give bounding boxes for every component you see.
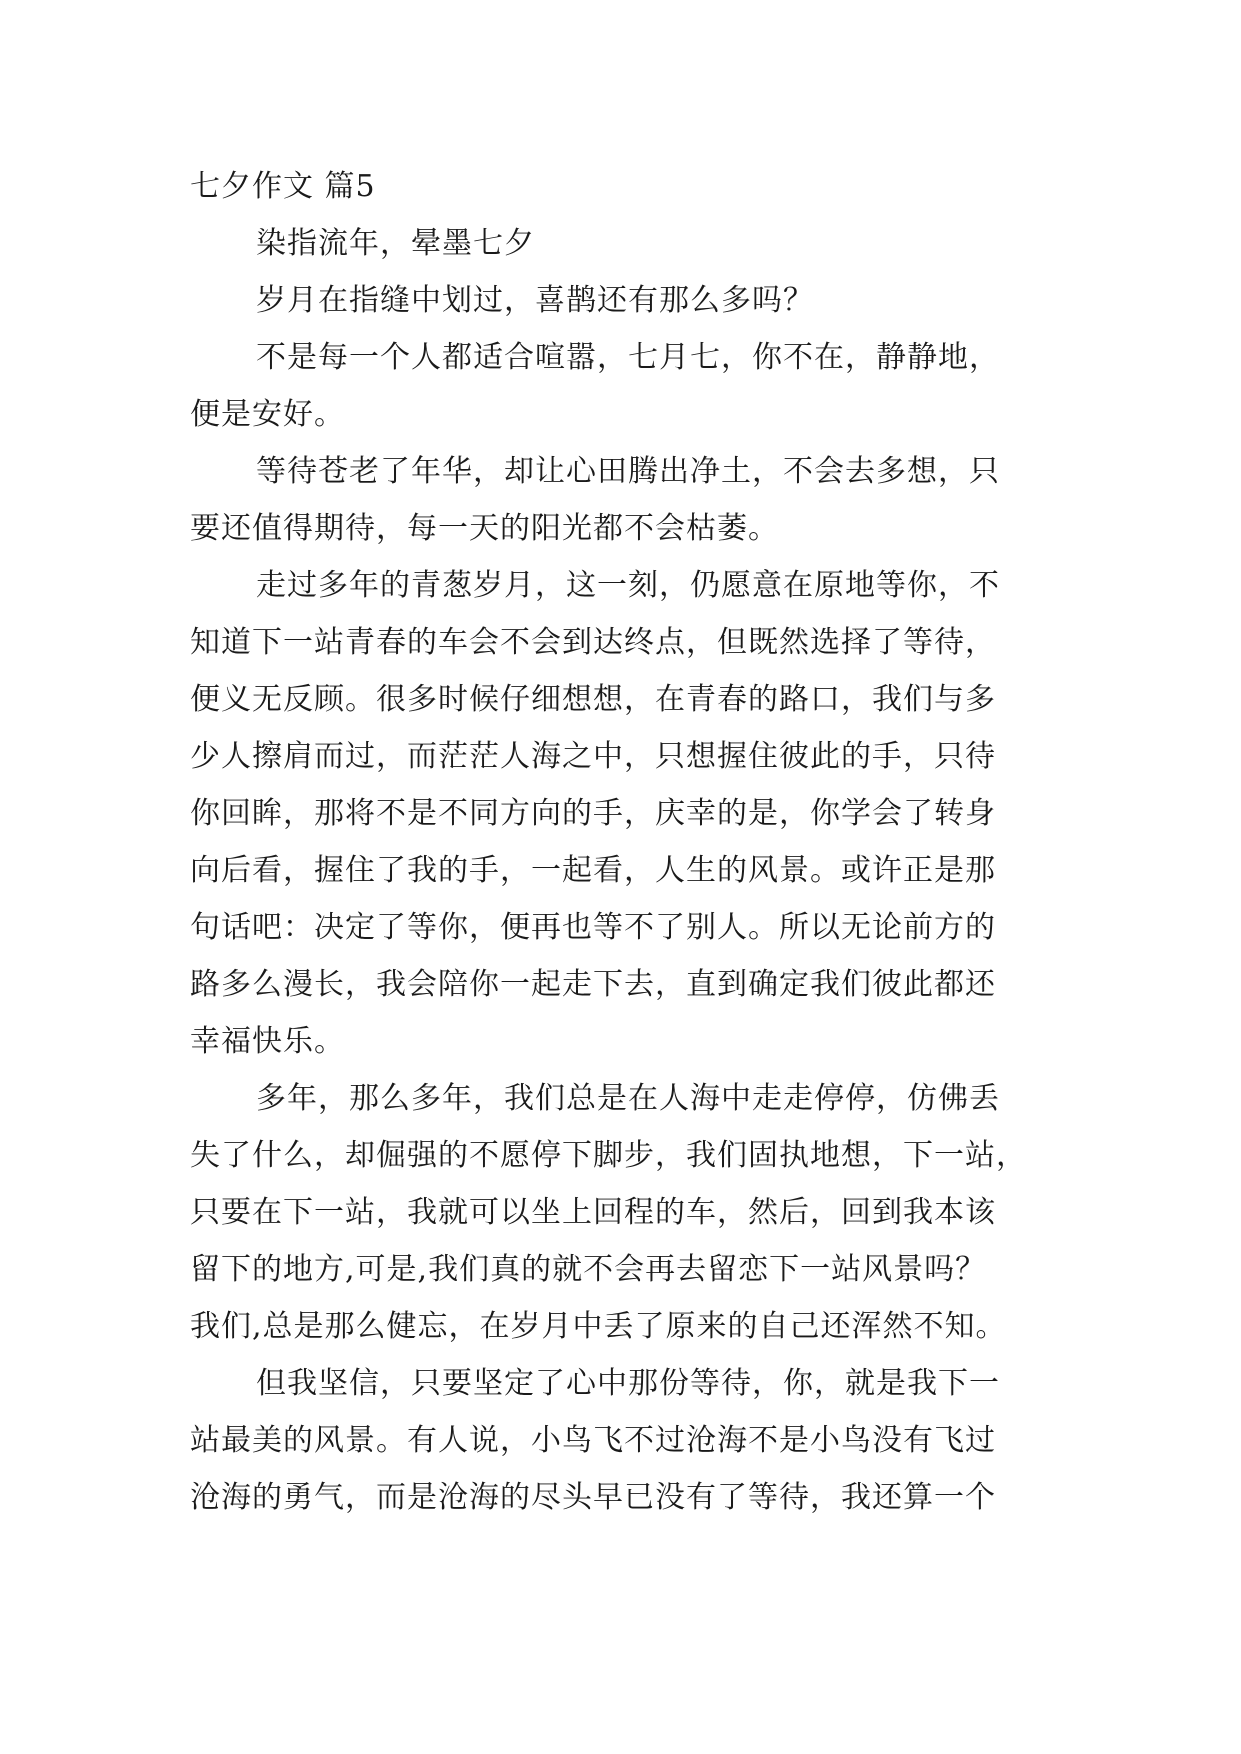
- text-line: 路多么漫长，我会陪你一起走下去，直到确定我们彼此都还: [190, 967, 996, 1002]
- text-line: 要还值得期待，每一天的阳光都不会枯萎。: [190, 511, 779, 546]
- text-line: 走过多年的青葱岁月，这一刻，仍愿意在原地等你，不: [256, 568, 1000, 603]
- text-line: 只要在下一站，我就可以坐上回程的车，然后，回到我本该: [190, 1195, 996, 1230]
- text-line: 失了什么，却倔强的不愿停下脚步，我们固执地想，下一站，: [190, 1138, 1027, 1173]
- text-line: 向后看，握住了我的手，一起看，人生的风景。或许正是那: [190, 853, 996, 888]
- text-line: 知道下一站青春的车会不会到达终点，但既然选择了等待，: [190, 625, 996, 660]
- text-line: 但我坚信，只要坚定了心中那份等待，你，就是我下一: [256, 1366, 1000, 1401]
- text-line: 便义无反顾。很多时候仔细想想，在青春的路口，我们与多: [190, 682, 996, 717]
- text-line: 句话吧：决定了等你，便再也等不了别人。所以无论前方的: [190, 910, 996, 945]
- text-line: 少人擦肩而过，而茫茫人海之中，只想握住彼此的手，只待: [190, 739, 996, 774]
- text-line: 幸福快乐。: [190, 1024, 345, 1059]
- text-line: 沧海的勇气，而是沧海的尽头早已没有了等待，我还算一个: [190, 1480, 996, 1515]
- text-line: 等待苍老了年华，却让心田腾出净土，不会去多想，只: [256, 454, 1000, 489]
- text-line: 便是安好。: [190, 397, 345, 432]
- text-line: 我们,总是那么健忘，在岁月中丢了原来的自己还浑然不知。: [190, 1309, 1007, 1344]
- text-line: 不是每一个人都适合喧嚣，七月七，你不在，静静地，: [256, 340, 1000, 375]
- text-line: 站最美的风景。有人说，小鸟飞不过沧海不是小鸟没有飞过: [190, 1423, 996, 1458]
- text-line: 染指流年，晕墨七夕: [256, 226, 535, 261]
- text-line: 你回眸，那将不是不同方向的手，庆幸的是，你学会了转身: [190, 796, 996, 831]
- text-line: 留下的地方,可是,我们真的就不会再去留恋下一站风景吗？: [190, 1252, 987, 1287]
- document-title: 七夕作文 篇5: [190, 169, 376, 204]
- text-line: 岁月在指缝中划过，喜鹊还有那么多吗？: [256, 283, 814, 318]
- text-line: 多年，那么多年，我们总是在人海中走走停停，仿佛丢: [256, 1081, 1000, 1116]
